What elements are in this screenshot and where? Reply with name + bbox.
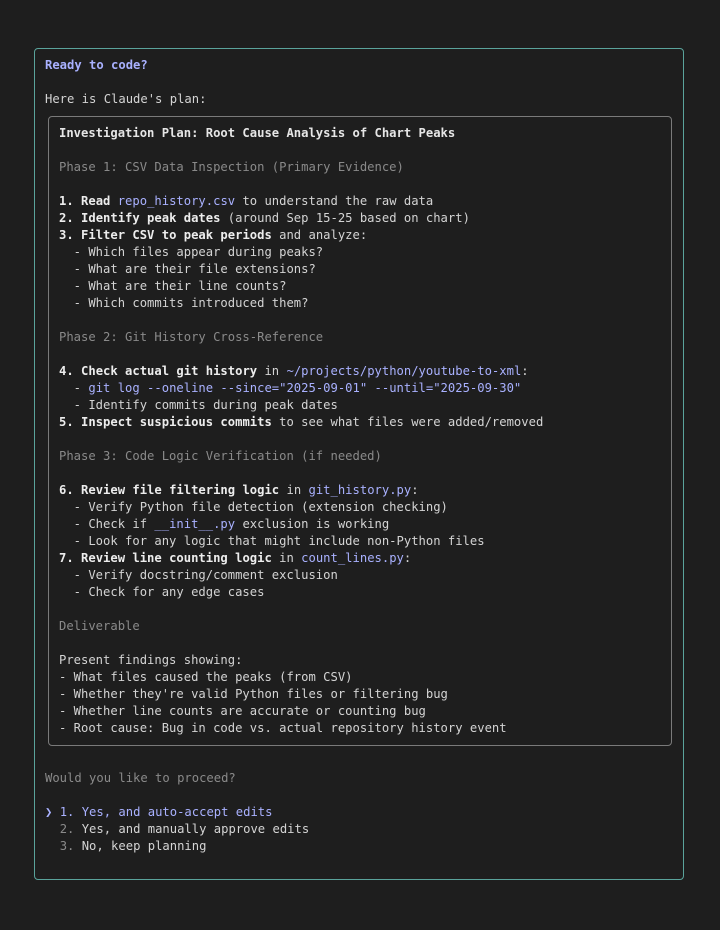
step-4-sub: - Identify commits during peak dates bbox=[59, 398, 338, 412]
step-3-sub: - Which commits introduced them? bbox=[59, 296, 309, 310]
step-4-sub: - git log --oneline --since="2025-09-01" --until="2025-09-30" bbox=[59, 381, 522, 395]
path-youtube-to-xml: ~/projects/python/youtube-to-xml bbox=[286, 364, 522, 378]
plan-intro: Here is Claude's plan: bbox=[45, 92, 207, 106]
deliverable-heading: Deliverable bbox=[59, 619, 140, 633]
step-6-sub: - Look for any logic that might include non-Python files bbox=[59, 534, 485, 548]
deliverable-item: - What files caused the peaks (from CSV) bbox=[59, 670, 353, 684]
file-repo-history-csv: repo_history.csv bbox=[117, 194, 236, 208]
deliverable-item: - Root cause: Bug in code vs. actual repository history event bbox=[59, 721, 507, 735]
file-git-history-py: git_history.py bbox=[308, 483, 412, 497]
option-manual-approve[interactable]: 2. Yes, and manually approve edits bbox=[59, 822, 310, 836]
option-auto-accept[interactable]: ❯ 1. Yes, and auto-accept edits bbox=[45, 805, 273, 819]
plan-dialog bbox=[34, 48, 684, 880]
step-7: 7. Review line counting logic in count_lines.py: bbox=[59, 551, 412, 565]
plan-title: Investigation Plan: Root Cause Analysis of Chart Peaks bbox=[59, 126, 456, 140]
step-3: 3. Filter CSV to peak periods and analyze: bbox=[59, 228, 368, 242]
deliverable-item: - Whether line counts are accurate or counting bug bbox=[59, 704, 426, 718]
selection-cursor-icon: ❯ bbox=[45, 805, 60, 819]
file-init-py: __init__.py bbox=[154, 517, 236, 531]
deliverable-item: - Whether they're valid Python files or filtering bug bbox=[59, 687, 448, 701]
file-count-lines-py: count_lines.py bbox=[301, 551, 404, 565]
step-6: 6. Review file filtering logic in git_history.py: bbox=[59, 483, 419, 497]
phase-1-heading: Phase 1: CSV Data Inspection (Primary Evidence) bbox=[59, 160, 404, 174]
step-1: 1. Read repo_history.csv to understand the raw data bbox=[59, 194, 434, 208]
phase-3-heading: Phase 3: Code Logic Verification (if needed) bbox=[59, 449, 382, 463]
dialog-title: Ready to code? bbox=[45, 58, 148, 72]
step-3-sub: - Which files appear during peaks? bbox=[59, 245, 324, 259]
step-3-sub: - What are their line counts? bbox=[59, 279, 287, 293]
step-3-sub: - What are their file extensions? bbox=[59, 262, 316, 276]
proceed-question: Would you like to proceed? bbox=[45, 771, 236, 785]
phase-2-heading: Phase 2: Git History Cross-Reference bbox=[59, 330, 324, 344]
step-6-sub: - Check if __init__.py exclusion is working bbox=[59, 517, 390, 531]
step-7-sub: - Check for any edge cases bbox=[59, 585, 265, 599]
option-keep-planning[interactable]: 3. No, keep planning bbox=[59, 839, 207, 853]
step-6-sub: - Verify Python file detection (extension checking) bbox=[59, 500, 448, 514]
step-5: 5. Inspect suspicious commits to see what files were added/removed bbox=[59, 415, 544, 429]
step-7-sub: - Verify docstring/comment exclusion bbox=[59, 568, 338, 582]
plan-box bbox=[48, 116, 672, 746]
step-4: 4. Check actual git history in ~/projects/python/youtube-to-xml: bbox=[59, 364, 529, 378]
git-log-command: git log --oneline --since="2025-09-01" --until="2025-09-30" bbox=[88, 381, 522, 395]
deliverable-intro: Present findings showing: bbox=[59, 653, 243, 667]
step-2: 2. Identify peak dates (around Sep 15-25 based on chart) bbox=[59, 211, 470, 225]
